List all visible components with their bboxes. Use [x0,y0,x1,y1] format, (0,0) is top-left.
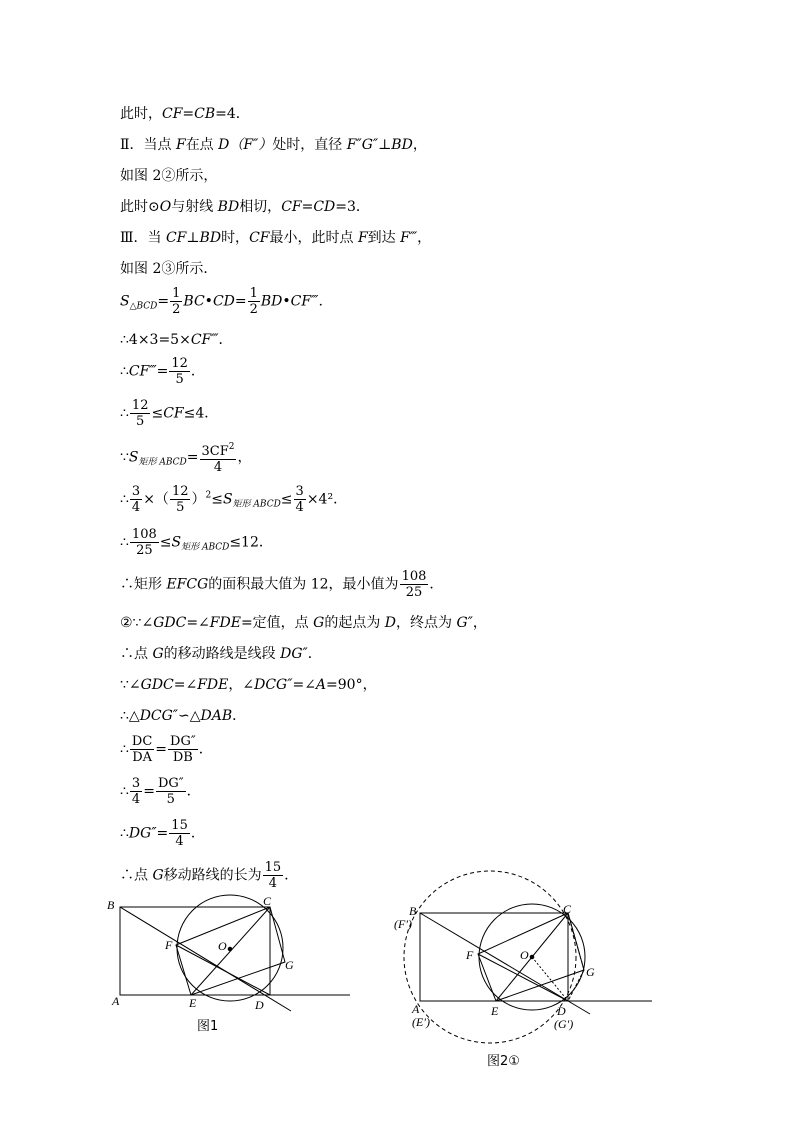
label-f: F [466,948,474,962]
fraction: $\frac{DC}{DA}$ [131,734,153,765]
text-line-9: ∴CF‴= $\frac{12}{5}$ ． [120,356,205,387]
text-line-15: ②∵∠GDC=∠FDE=定值，点 G的起点为 D，终点为 G″， [120,615,487,631]
text-line-2: Ⅱ．当点 F在点 D（F″）处时，直径 F″G″⊥BD， [120,137,427,153]
label-o: O [520,948,529,962]
label-a: A [112,994,120,1008]
fraction: $\frac{1}{2}$ [172,286,181,317]
label-g: G [586,965,595,979]
text-line-1: 此时，CF=CB=4． [120,106,250,122]
text-line-12: ∴ $\frac{3}{4}$ ×（ $\frac{12}{5}$ ）$^2\le S_{矩形 ABCD}\le$ $\frac{3}{4}$ ×4²． [120,484,348,515]
label-g-prime: (G′) [554,1017,574,1031]
label-b: B [107,898,115,912]
label-c: C [263,894,272,908]
fraction: $\frac{DG''}{DB}$ [170,734,196,765]
fraction: $\frac{1}{2}$ [249,286,258,317]
text-line-17: ∵∠GDC=∠FDE，∠DCG″=∠A=90°， [120,677,377,693]
dashed-od [532,957,568,1001]
figure-1-caption: 图1 [197,1019,219,1034]
label-c: C [563,902,572,916]
fraction: $\frac{3}{4}$ [295,484,304,515]
label-a: A [412,1002,420,1016]
label-e-prime: (E′) [412,1015,430,1029]
text-line-14: ∴矩形 EFCG的面积最大值为 12，最小值为 $\frac{108}{25}$ ． [120,569,444,600]
fraction: $\frac{3}{4}$ [131,484,141,515]
fraction: $\frac{DG''}{5}$ [157,776,184,807]
figure-1 [105,895,355,1035]
figure-2-1 [390,888,660,1043]
text-line-6: 如图 2③所示． [120,261,218,277]
text-line-10: ∴ $\frac{12}{5}$ ≤CF≤4． [120,398,219,429]
label-d: D [557,1004,566,1018]
text-line-16: ∴点 G的移动路线是线段 DG″． [120,646,322,662]
center-dot [530,955,534,959]
label-d: D [255,998,264,1012]
center-dot [228,947,232,951]
label-f: F [165,938,173,952]
text-line-22: ∴点 G移动路线的长为 $\frac{15}{4}$ ． [120,860,299,891]
fraction: $\frac{12}{5}$ [171,484,189,515]
fraction: $\frac{15}{4}$ [171,818,188,849]
fraction: $\frac{3CF^2}{4}$ [201,442,235,475]
text-line-18: ∴△DCG″∽△DAB． [120,708,247,724]
label-e: E [491,1004,499,1018]
text-line-3: 如图 2②所示， [120,168,218,184]
label-g: G [285,958,294,972]
figure-2-caption: 图2① [487,1054,520,1069]
label-e: E [189,996,197,1010]
fraction: $\frac{15}{4}$ [264,860,282,891]
text-line-8: ∴4×3=5×CF‴． [120,332,233,348]
text-line-19: ∴ $\frac{DC}{DA}$ = $\frac{DG''}{DB}$ ． [120,734,213,765]
fraction: $\frac{3}{4}$ [131,776,141,807]
fraction: $\frac{12}{5}$ [131,398,149,429]
text-line-13: ∴ $\frac{108}{25}$ $\le S_{矩形 ABCD}\le 12$． [120,527,273,558]
fraction: $\frac{12}{5}$ [171,356,188,387]
label-o: O [218,939,227,953]
text-line-11: $\because S_{矩形 ABCD}=$ $\frac{3CF^2}{4}$ ， [120,442,252,475]
label-b: B [409,904,417,918]
fraction: $\frac{108}{25}$ [131,527,157,558]
text-line-area-bcd: $S_{\triangle BCD}=$ $\frac{1}{2}$ BC•CD= $\frac{1}{2}$ BD•CF‴． [120,286,333,317]
fraction: $\frac{108}{25}$ [401,569,427,600]
text-line-4: 此时⊙O与射线 BD相切，CF=CD=3． [120,199,370,215]
text-line-5: Ⅲ．当 CF⊥BD时，CF最小，此时点 F到达 F‴， [120,230,432,246]
text-line-20: ∴ $\frac{3}{4}$ = $\frac{DG''}{5}$ ． [120,776,201,807]
text-line-21: ∴DG″= $\frac{15}{4}$ ． [120,818,205,849]
label-f-prime: (F′) [394,917,412,931]
